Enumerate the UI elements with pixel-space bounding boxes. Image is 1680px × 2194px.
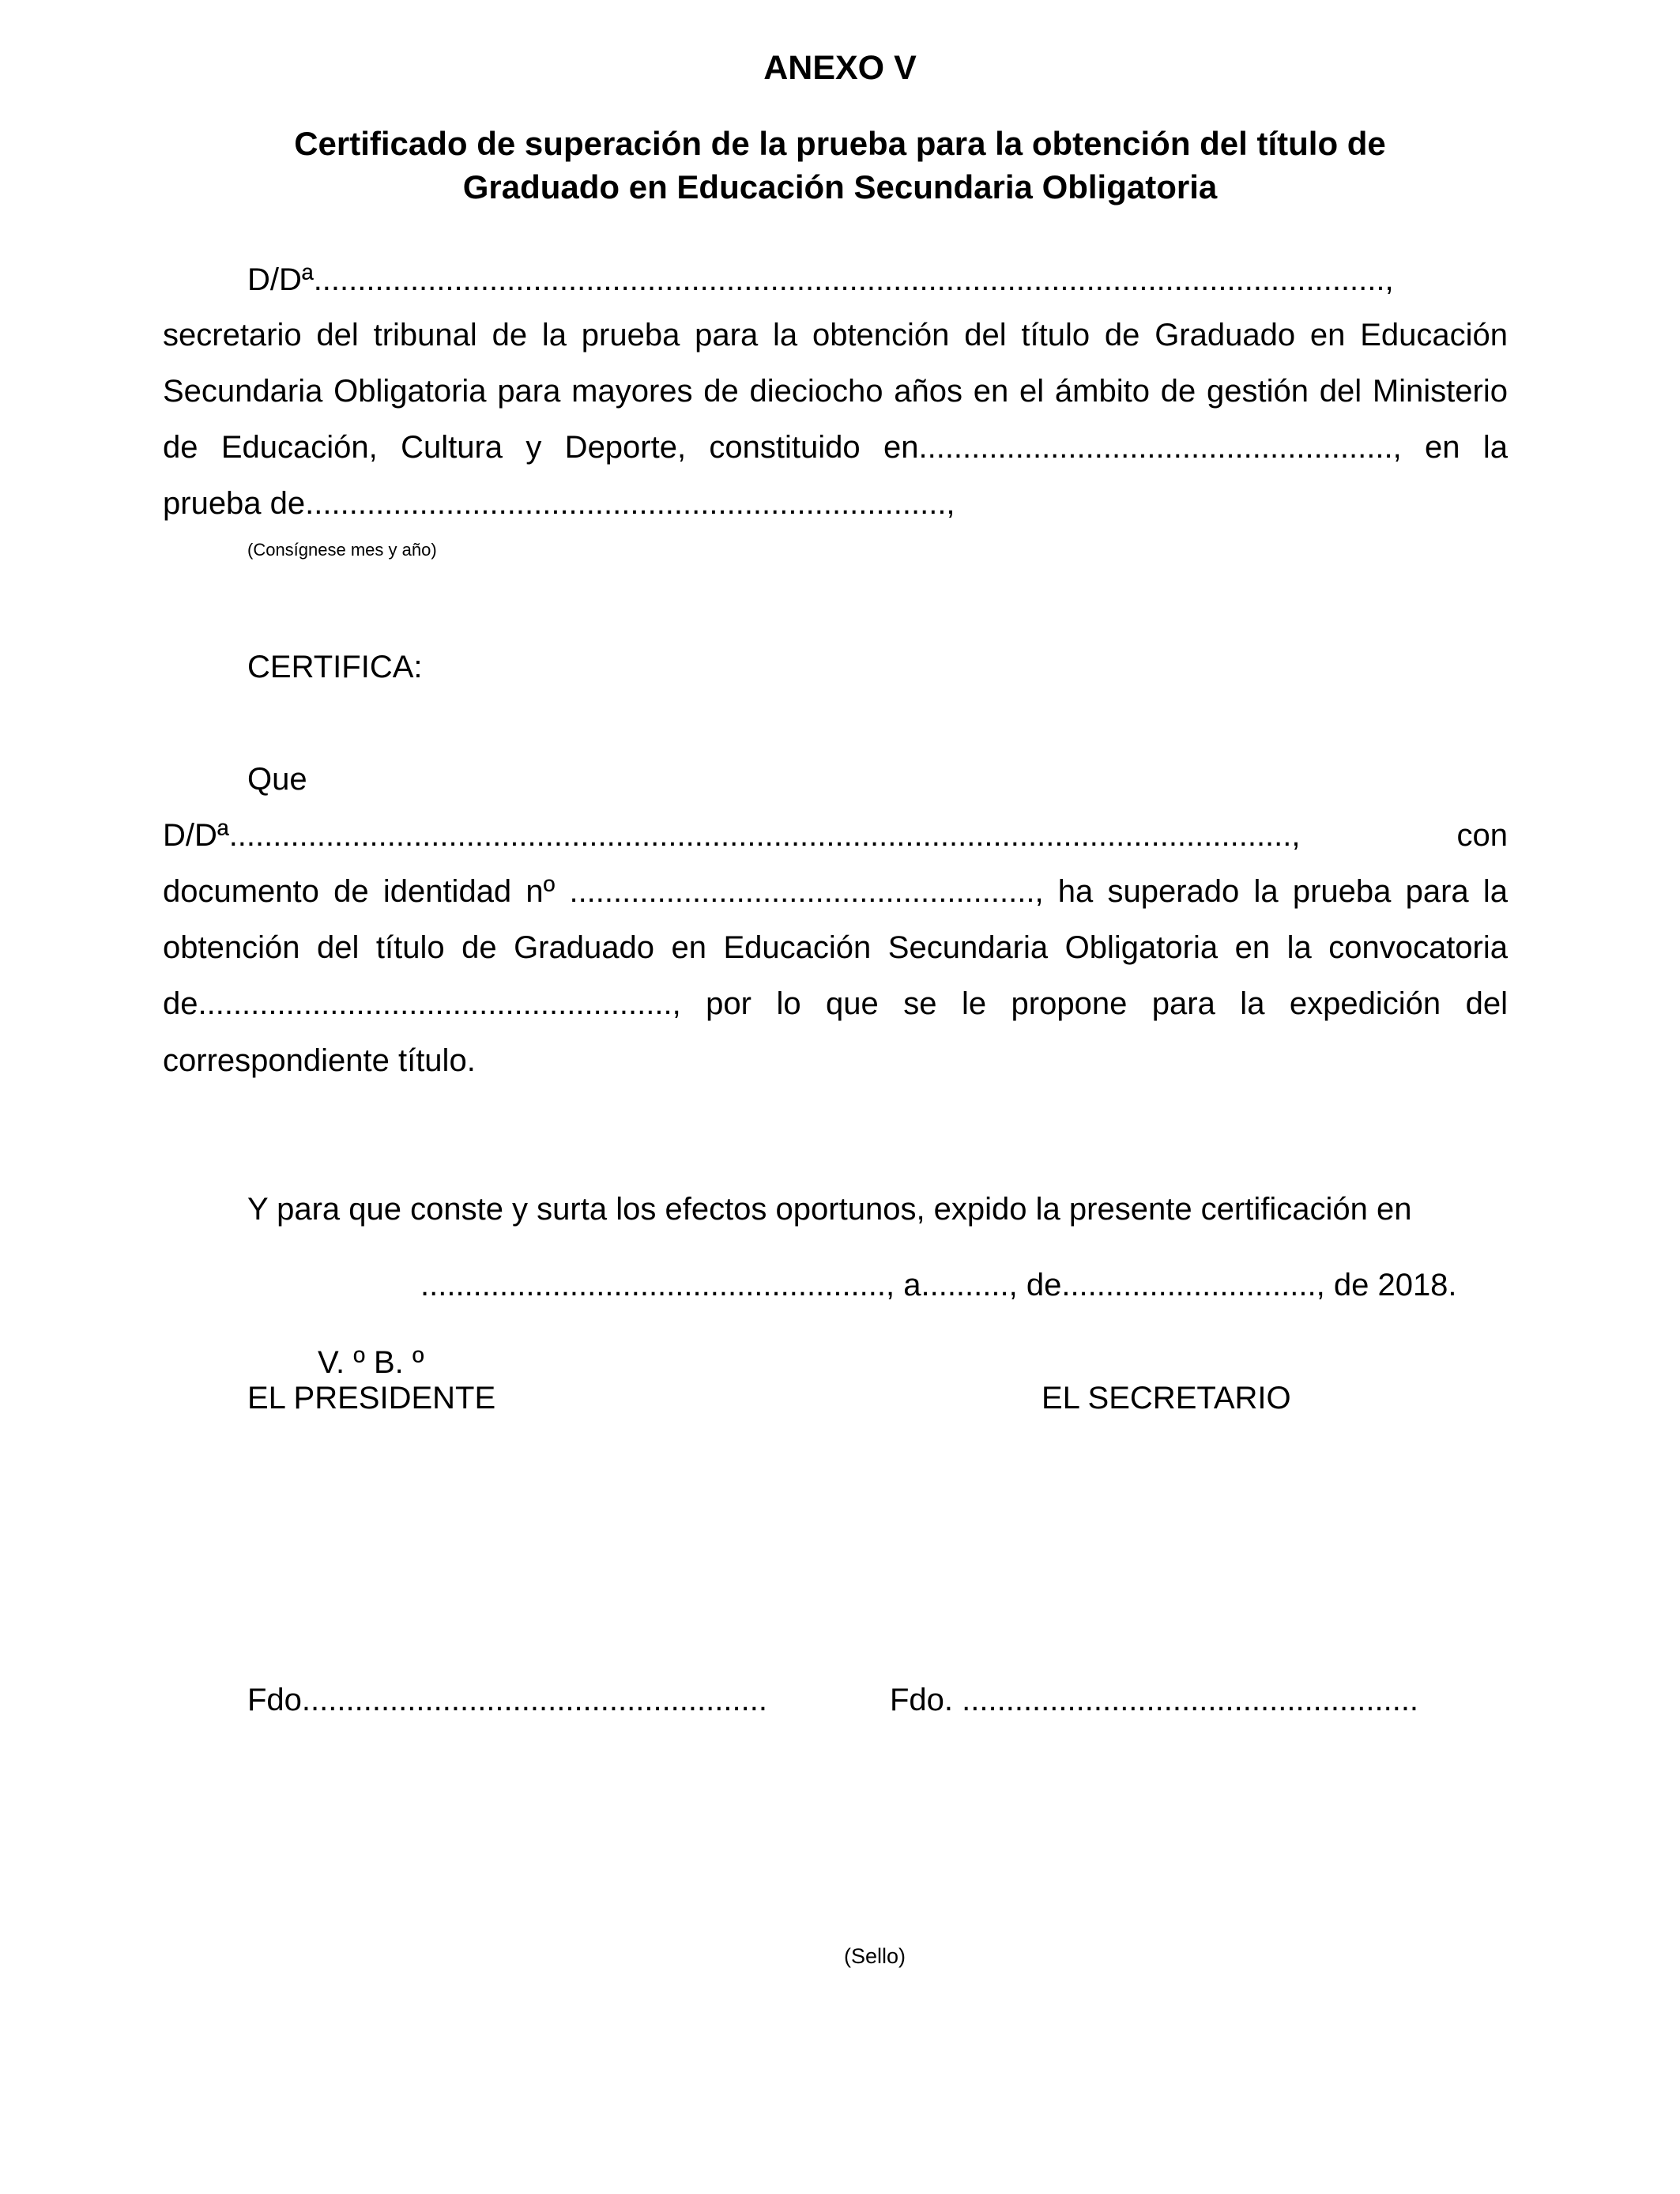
document-title-line-2: Graduado en Educación Secundaria Obligatoria: [462, 168, 1218, 205]
que-word: Que: [247, 762, 307, 797]
annex-title: ANEXO V: [763, 49, 917, 87]
certifica-heading: CERTIFICA:: [247, 650, 423, 684]
visto-bueno: V. º B. º: [318, 1345, 424, 1380]
secretary-label: EL SECRETARIO: [1042, 1381, 1291, 1416]
place-date-line: ....................................................., a.........., de............................., de 2018.: [420, 1268, 1457, 1302]
paragraph-2-line-4: de......................................................, por lo que se le propone para la expedición del: [163, 986, 1508, 1021]
month-year-note: (Consígnese mes y año): [247, 540, 437, 560]
closing-statement: Y para que conste y surta los efectos oportunos, expido la presente certificación en: [247, 1192, 1412, 1227]
paragraph-2-line-5: correspondiente título.: [163, 1043, 476, 1078]
president-label: EL PRESIDENTE: [247, 1381, 496, 1416]
president-signature-line: Fdo.....................................................: [247, 1683, 767, 1717]
seal-placeholder: (Sello): [844, 1944, 906, 1968]
document-title-line-1: Certificado de superación de la prueba para la obtención del título de: [294, 125, 1386, 162]
secretary-name-line: D/Dª..........................................................................................................................,: [247, 262, 1394, 297]
paragraph-1-line-4: de Educación, Cultura y Deporte, constituido en......................................................, en la: [163, 430, 1508, 465]
paragraph-1-line-5: prueba de.........................................................................,: [163, 486, 955, 521]
paragraph-1-line-3: Secundaria Obligatoria para mayores de dieciocho años en el ámbito de gestión del Ministerio: [163, 374, 1508, 409]
candidate-name-line: D/Dª........................................................................................................................., con: [163, 818, 1508, 853]
paragraph-1-line-2: secretario del tribunal de la prueba para la obtención del título de Graduado en Educación: [163, 318, 1508, 352]
paragraph-2-line-3: obtención del título de Graduado en Educación Secundaria Obligatoria en la convocatoria: [163, 930, 1508, 965]
paragraph-2-line-2: documento de identidad nº ....................................................., ha superado la prueba para la: [163, 874, 1508, 909]
secretary-signature-line: Fdo. ....................................................: [890, 1683, 1419, 1717]
